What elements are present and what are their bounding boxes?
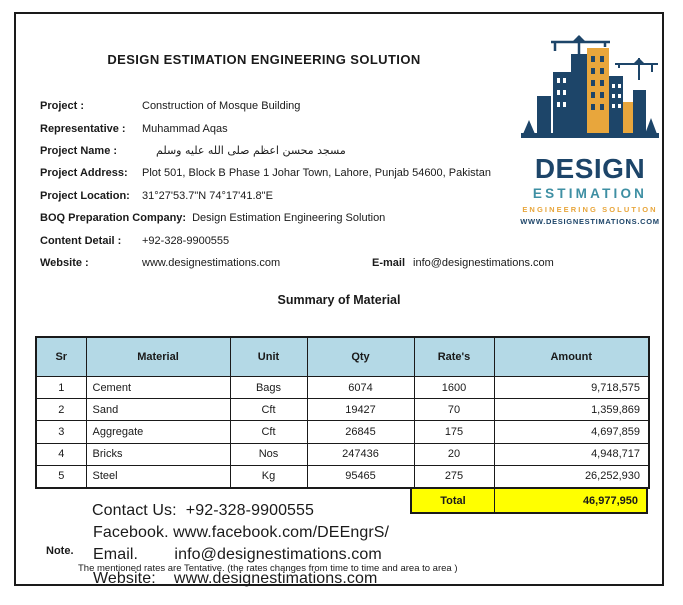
cell-material: Sand [86,399,230,421]
table-row [36,421,649,443]
field-label: Project Location: [40,189,130,202]
field-representative [40,117,510,139]
cell-rate: 1600 [414,377,494,399]
company-logo [513,29,667,227]
table-row [36,465,649,488]
document-frame [14,12,664,586]
header-material: Material [86,337,230,377]
cell-sr: 1 [36,377,86,399]
cell-rate: 275 [414,465,494,488]
email-line: Email. info@designestimations.com [93,546,382,563]
project-details [40,95,554,274]
field-value: Construction of Mosque Building [142,100,301,113]
cell-rate: 175 [414,421,494,443]
contact-line: Contact Us: +92-328-9900555 [92,502,315,519]
header-amount: Amount [494,337,649,377]
header-unit: Unit [230,337,307,377]
header-sr: Sr [36,337,86,377]
website-line: Website: www.designestimations.com [93,570,378,587]
field-label: Website : [40,256,89,269]
cell-rate: 20 [414,443,494,465]
field-boq-company [40,207,510,229]
skyline-buildings-icon [515,29,665,149]
field-label: Project Name : [40,144,118,157]
table-row [36,377,649,399]
email-field [372,252,554,274]
logo-name: DESIGN [534,153,646,184]
field-content-detail [40,229,510,251]
company-title: DESIGN ESTIMATION ENGINEERING SOLUTION [107,52,421,67]
cell-sr: 4 [36,443,86,465]
field-label: Content Detail : [40,234,122,247]
field-label: Representative : [40,122,126,135]
total-amount: 46,977,950 [582,494,638,507]
cell-amount: 26,252,930 [494,465,649,488]
table-row [36,443,649,465]
cell-amount: 9,718,575 [494,377,649,399]
cell-sr: 3 [36,421,86,443]
cell-amount: 1,359,869 [494,399,649,421]
email-label: E-mail [372,256,406,269]
logo-subtitle: ESTIMATION [532,186,648,201]
cell-qty: 6074 [307,377,414,399]
table-header-row [36,337,649,377]
cell-material: Bricks [86,443,230,465]
cell-unit: Nos [230,443,307,465]
table-row [36,399,649,421]
header-rates: Rate's [414,337,494,377]
field-label: Project Address: [40,167,128,180]
field-website [40,252,554,274]
logo-website: WWW.DESIGNESTIMATIONS.COM [520,217,660,226]
cell-material: Cement [86,377,230,399]
cell-amount: 4,948,717 [494,443,649,465]
field-project-location [40,185,510,207]
material-summary-table [35,336,650,489]
cell-amount: 4,697,859 [494,421,649,443]
total-row [410,487,648,514]
field-value: Design Estimation Engineering Solution [192,212,386,225]
summary-heading: Summary of Material [277,293,401,307]
cell-qty: 19427 [307,399,414,421]
cell-material: Aggregate [86,421,230,443]
field-label: BOQ Preparation Company: [40,212,187,225]
field-value: Plot 501, Block B Phase 1 Johar Town, Lahore, Punjab 54600, Pakistan [142,167,491,180]
total-label: Total [412,489,495,512]
note-label: Note. [46,545,74,557]
cell-unit: Cft [230,421,307,443]
logo-tagline: ENGINEERING SOLUTION [522,205,658,214]
rates-disclaimer: The mentioned rates are Tentative. (the rates changes from time to time and area to area ) [78,563,458,574]
field-project-name [40,140,510,162]
cell-sr: 2 [36,399,86,421]
cell-unit: Bags [230,377,307,399]
cell-unit: Cft [230,399,307,421]
field-project [40,95,510,117]
field-label: Project : [40,100,85,113]
field-project-address [40,162,510,184]
email-value: info@designestimations.com [413,256,554,269]
header-qty: Qty [307,337,414,377]
website-value: www.designestimations.com [142,256,281,269]
cell-sr: 5 [36,465,86,488]
field-value: +92-328-9900555 [142,234,230,247]
cell-qty: 95465 [307,465,414,488]
facebook-line: Facebook. www.facebook.com/DEEngrS/ [93,524,390,541]
field-value-arabic: مسجد محسن اعظم صلى الله عليه وسلم [156,144,346,158]
cell-material: Steel [86,465,230,488]
field-value: Muhammad Aqas [142,122,228,135]
cell-qty: 26845 [307,421,414,443]
cell-unit: Kg [230,465,307,488]
cell-qty: 247436 [307,443,414,465]
field-value: 31°27'53.7"N 74°17'41.8"E [142,189,273,202]
cell-rate: 70 [414,399,494,421]
